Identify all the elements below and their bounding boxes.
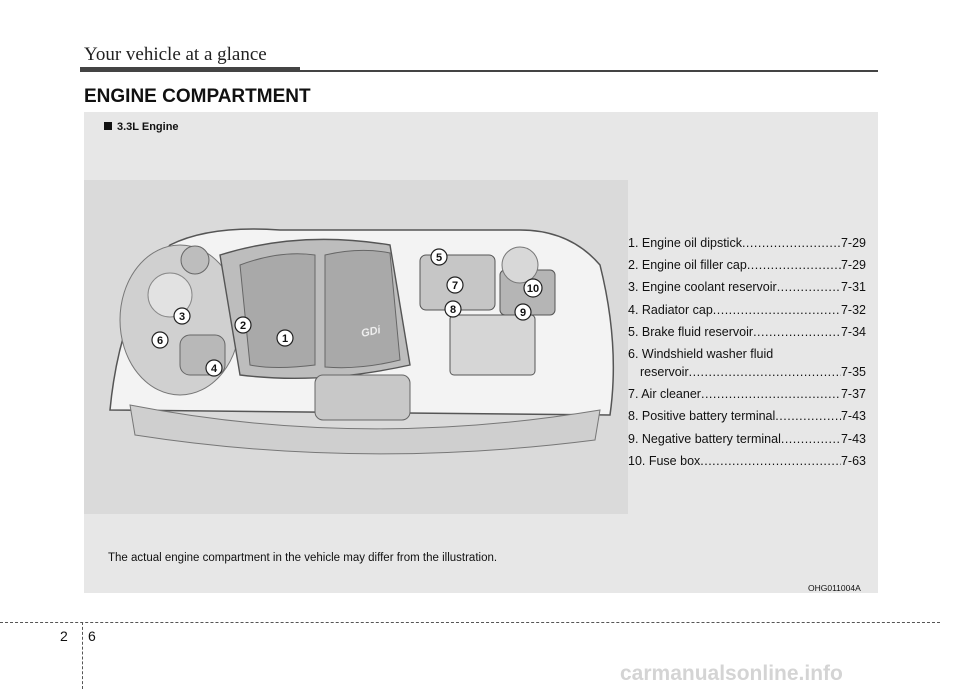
parts-list-item: 2. Engine oil filler cap ..... 7-29 <box>628 258 866 280</box>
footer-vertical-divider <box>82 622 83 689</box>
callout-1-label: 1 <box>281 333 289 345</box>
illustration-disclaimer: The actual engine compartment in the vehicle may differ from the illustration. <box>108 552 498 564</box>
parts-list-item: 7. Air cleaner ..... 7-37 <box>628 387 866 409</box>
parts-list-item: 6. Windshield washer fluid reservoir ..... 7-35 <box>628 347 866 387</box>
parts-list-item: 8. Positive battery terminal ..... 7-43 <box>628 409 866 431</box>
callout-2 <box>235 317 251 333</box>
footer-divider <box>0 622 940 623</box>
callout-2-label: 2 <box>239 320 247 332</box>
parts-list-item: 10. Fuse box ..... 7-63 <box>628 454 866 476</box>
parts-list-item: 9. Negative battery terminal ..... 7-43 <box>628 432 866 454</box>
callout-10-label: 10 <box>526 283 540 295</box>
parts-list-item: 3. Engine coolant reservoir ..... 7-31 <box>628 280 866 302</box>
callout-5-label: 5 <box>435 252 443 264</box>
callout-4 <box>206 360 222 376</box>
parts-list-item: 1. Engine oil dipstick ..... 7-29 <box>628 236 866 258</box>
page-chapter-number: 2 <box>60 628 68 644</box>
callout-4-label: 4 <box>210 363 218 375</box>
air-intake-duct <box>315 375 410 420</box>
square-bullet-icon <box>104 122 112 130</box>
header-rule-thick <box>80 67 300 72</box>
battery <box>450 315 535 375</box>
callout-9-label: 9 <box>519 307 527 319</box>
engine-compartment-illustration <box>100 185 620 465</box>
figure-code: OHG011004A <box>808 583 861 593</box>
callout-6-label: 6 <box>156 335 164 347</box>
callout-3 <box>174 308 190 324</box>
callout-5 <box>431 249 447 265</box>
callout-7-label: 7 <box>451 280 459 292</box>
engine-cover-left-panel <box>240 254 315 368</box>
watermark: carmanualsonline.info <box>620 662 843 685</box>
callout-9 <box>515 304 531 320</box>
parts-list-item: 4. Radiator cap ..... 7-32 <box>628 303 866 325</box>
right-reservoir <box>502 247 538 283</box>
callout-1 <box>277 330 293 346</box>
header-rule-thin <box>300 70 878 72</box>
engine-cover-brand-text: GDi <box>360 324 382 340</box>
page-header-title: Your vehicle at a glance <box>84 44 267 65</box>
engine-variant-label <box>104 121 179 133</box>
callout-8-label: 8 <box>449 304 457 316</box>
parts-list-item: 5. Brake fluid reservoir ..... 7-34 <box>628 325 866 347</box>
left-cap <box>181 246 209 274</box>
callout-7 <box>447 277 463 293</box>
section-title: ENGINE COMPARTMENT <box>84 86 311 107</box>
page-number: 6 <box>88 628 96 644</box>
callout-10 <box>524 279 542 297</box>
engine-cover-right-panel <box>325 250 400 367</box>
callout-6 <box>152 332 168 348</box>
engine-variant-text: 3.3L Engine <box>117 121 179 133</box>
parts-list <box>628 236 866 476</box>
callout-3-label: 3 <box>178 311 186 323</box>
callout-8 <box>445 301 461 317</box>
